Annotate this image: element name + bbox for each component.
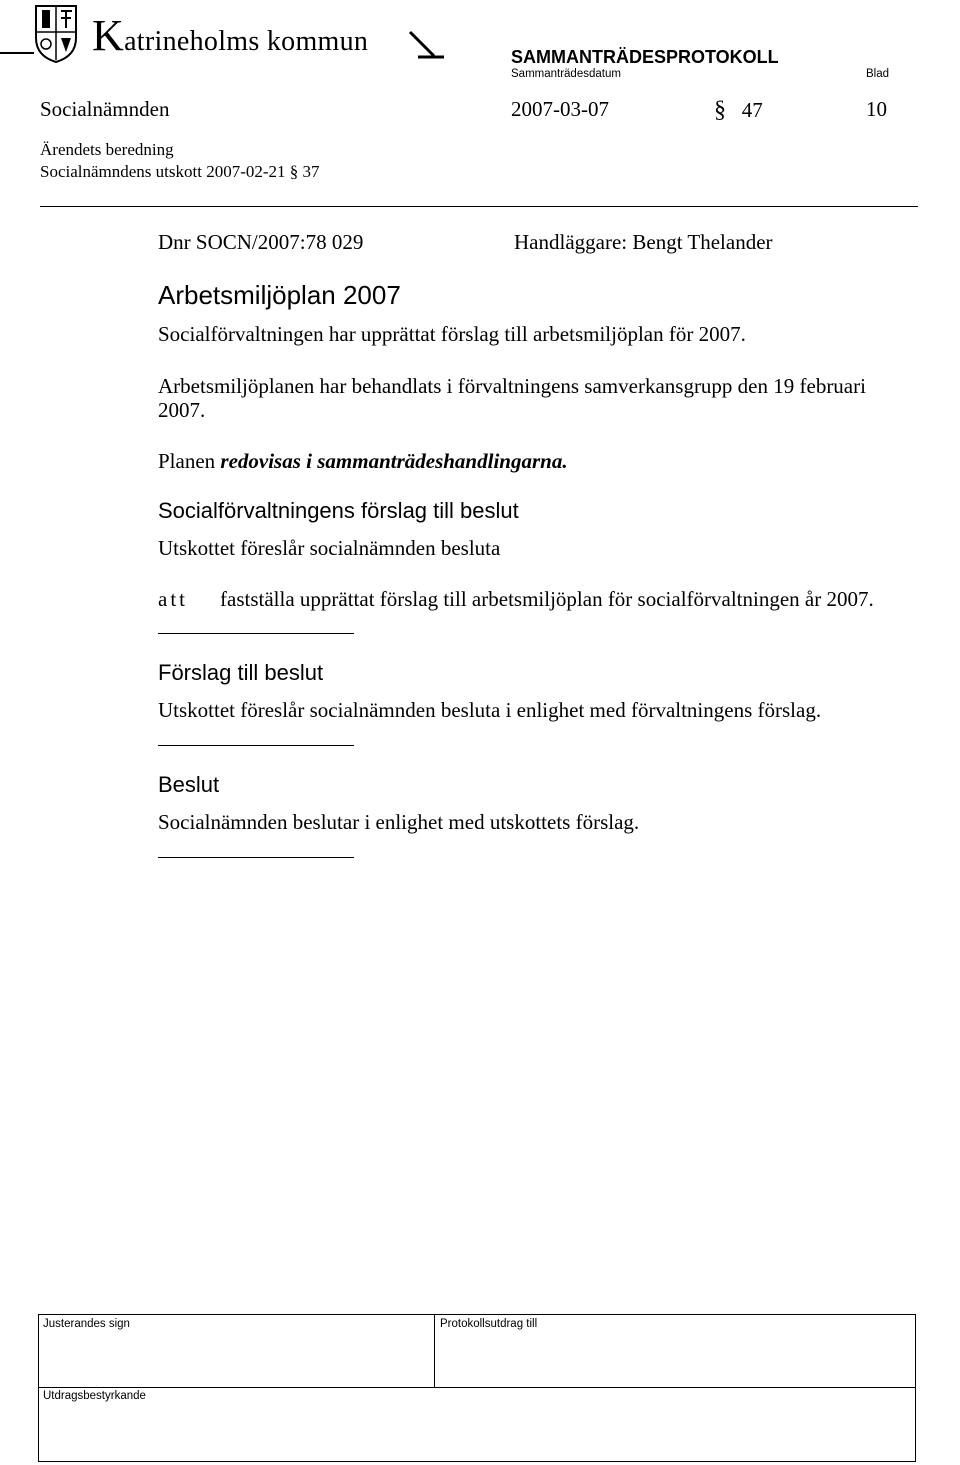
decision-heading: Beslut	[158, 772, 220, 797]
paragraph-text	[158, 449, 568, 474]
municipality-name-rest: atrineholms kommun	[124, 26, 369, 57]
protokollsutdrag-label: Protokollsutdrag till	[440, 1318, 538, 1330]
logo-rule	[0, 52, 34, 54]
justerandes-sign-label: Justerandes sign	[43, 1318, 130, 1330]
logo-slash-icon	[408, 30, 444, 60]
section-divider	[158, 857, 354, 858]
decision-proposal-heading: Förslag till beslut	[158, 660, 324, 685]
case-number: Dnr SOCN/2007:78 029	[158, 230, 364, 254]
municipality-name	[92, 11, 369, 60]
decision-text: Socialnämnden beslutar i enlighet med utskottets förslag.	[158, 810, 640, 834]
signature-box-divider	[38, 1387, 916, 1388]
meeting-date-label: Sammanträdesdatum	[511, 68, 621, 80]
proposal-heading: Socialförvaltningens förslag till beslut	[158, 498, 519, 523]
paragraph-reference	[714, 97, 763, 124]
paragraph-text: Arbetsmiljöplanen har behandlats i förvaltningens samverkansgrupp den 19 februari	[158, 374, 866, 398]
section-divider	[158, 745, 354, 746]
signature-box-divider	[434, 1314, 435, 1388]
committee-name: Socialnämnden	[40, 97, 170, 121]
page-label: Blad	[866, 68, 890, 80]
preparation-label: Ärendets beredning	[40, 140, 174, 159]
signature-box	[38, 1314, 916, 1462]
case-title: Arbetsmiljöplan 2007	[158, 280, 401, 310]
paragraph-text: 2007.	[158, 398, 206, 422]
municipality-crest-icon	[34, 2, 78, 64]
case-officer: Handläggare: Bengt Thelander	[514, 230, 773, 254]
paragraph-text-emphasis: redovisas i sammanträdeshandlingarna.	[220, 449, 568, 473]
meeting-date: 2007-03-07	[511, 97, 609, 121]
att-label: att	[158, 587, 188, 611]
section-divider	[158, 633, 354, 634]
preparation-value: Socialnämndens utskott 2007-02-21 § 37	[40, 162, 320, 181]
document-type: SAMMANTRÄDESPROTOKOLL	[511, 47, 779, 67]
paragraph-text: Socialförvaltningen har upprättat förslag till arbetsmiljöplan för 2007.	[158, 322, 746, 346]
header-divider	[40, 206, 918, 207]
decision-proposal-text: Utskottet föreslår socialnämnden besluta i enlighet med förvaltningens förslag.	[158, 698, 822, 722]
proposal-intro: Utskottet föreslår socialnämnden besluta	[158, 536, 501, 560]
utdragsbestyrkande-label: Utdragsbestyrkande	[43, 1390, 146, 1402]
page-number: 10	[866, 97, 887, 121]
paragraph-sign: §	[714, 97, 726, 123]
municipality-name-initial: K	[92, 11, 125, 60]
paragraph-number: 47	[741, 98, 763, 122]
att-text: fastställa upprättat förslag till arbetsmiljöplan för socialförvaltningen år 2007.	[220, 587, 874, 611]
paragraph-text-plain: Planen	[158, 449, 221, 473]
